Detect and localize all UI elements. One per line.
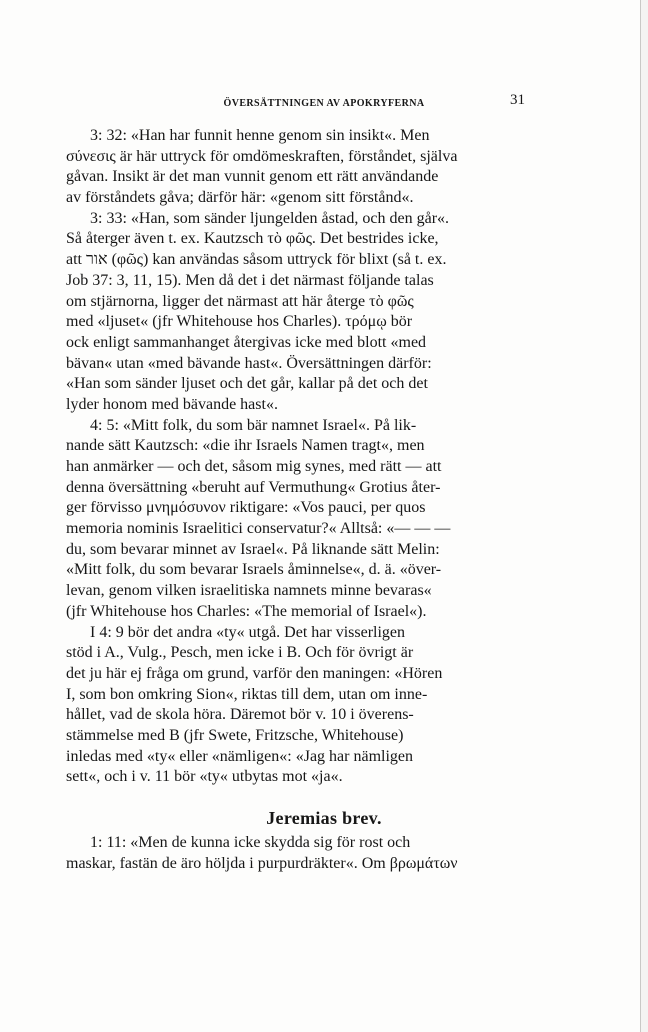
- text-line: om stjärnorna, ligger det närmast att här återge τὸ φῶς: [66, 292, 414, 310]
- body-text: [66, 126, 538, 788]
- text-line: du, som bevarar minnet av Israel«. På liknande sätt Melin:: [66, 540, 440, 558]
- text-line: nande sätt Kautzsch: «die ihr Israels Namen tragt«, men: [66, 437, 425, 455]
- page-number: 31: [510, 92, 525, 108]
- text-line: hållet, vad de skola höra. Däremot bör v. 10 i överens-: [66, 706, 414, 724]
- text-line: han anmärker — och det, såsom mig synes, med rätt — att: [66, 458, 442, 475]
- text-line: gåvan. Insikt är det man vunnit genom ett rätt användande: [66, 168, 439, 186]
- text-line: av förståndets gåva; därför här: «genom sitt förstånd«.: [66, 189, 414, 207]
- text-line: det ju här ej fråga om grund, varför den maningen: «Hören: [66, 664, 443, 682]
- text-line: Så återger även t. ex. Kautzsch τὸ φῶς. Det bestrides icke,: [66, 230, 439, 248]
- text-line: ock enligt sammanhanget återgivas icke med blott «med: [66, 333, 427, 351]
- text-line: «Han som sänder ljuset och det går, kallar på det och det: [66, 375, 428, 393]
- text-line: bävan« utan «med bävande hast«. Översättningen därför:: [66, 354, 432, 372]
- text-line: ger förvisso μνημόσυνον riktigare: «Vos pauci, per quos: [66, 499, 426, 517]
- running-header: ÖVERSÄTTNINGEN AV APOKRYFERNA: [223, 98, 425, 109]
- text-line: sett«, och i v. 11 bör «ty« utbytas mot «ja«.: [66, 768, 343, 786]
- text-line: denna översättning «beruht auf Vermuthung« Grotius åter-: [66, 478, 441, 496]
- text-line: levan, genom vilken israelitiska namnets minne bevaras«: [66, 582, 432, 600]
- text-line: «Mitt folk, du som bevarar Israels åminnelse«, d. ä. «över-: [66, 561, 442, 579]
- text-line: (jfr Whitehouse hos Charles: «The memorial of Israel«).: [66, 602, 427, 620]
- text-line: stämmelse med B (jfr Swete, Fritzsche, Whitehouse): [66, 726, 404, 744]
- text-line: att אור (φῶς) kan användas såsom uttryck för blixt (så t. ex.: [66, 251, 447, 269]
- text-line: Job 37: 3, 11, 15). Men då det i det närmast följande talas: [66, 271, 434, 289]
- text-line: memoria nominis Israelitici conservatur?« Alltså: «— — —: [66, 520, 451, 538]
- text-line: 3: 32: «Han har funnit henne genom sin insikt«. Men: [90, 127, 430, 144]
- text-line: 3: 33: «Han, som sänder ljungelden åstad, och den går«.: [90, 209, 450, 227]
- text-line: I, som bon omkring Sion«, riktas till dem, utan om inne-: [66, 685, 428, 703]
- text-line: 4: 5: «Mitt folk, du som bär namnet Israel«. På lik-: [90, 416, 417, 434]
- section-heading: Jeremias brev.: [266, 808, 382, 828]
- text-line: lyder honom med bävande hast«.: [66, 395, 278, 413]
- text-line: I 4: 9 bör det andra «ty« utgå. Det har visserligen: [90, 623, 406, 641]
- page-edge: [640, 0, 648, 1032]
- text-line: maskar, fastän de äro höljda i purpurdräkter«. Om βρωμάτων: [66, 854, 458, 872]
- text-line: stöd i A., Vulg., Pesch, men icke i B. Och för övrigt är: [66, 644, 414, 662]
- text-line: med «ljuset« (jfr Whitehouse hos Charles). τρόμῳ bör: [66, 313, 413, 331]
- text-line: 1: 11: «Men de kunna icke skydda sig för rost och: [90, 834, 411, 851]
- text-line: σύνεσις är här uttryck för omdömeskraften, förståndet, själva: [66, 147, 458, 165]
- text-line: inledas med «ty« eller «nämligen«: «Jag har nämligen: [66, 747, 414, 765]
- section-body-text: [66, 833, 538, 874]
